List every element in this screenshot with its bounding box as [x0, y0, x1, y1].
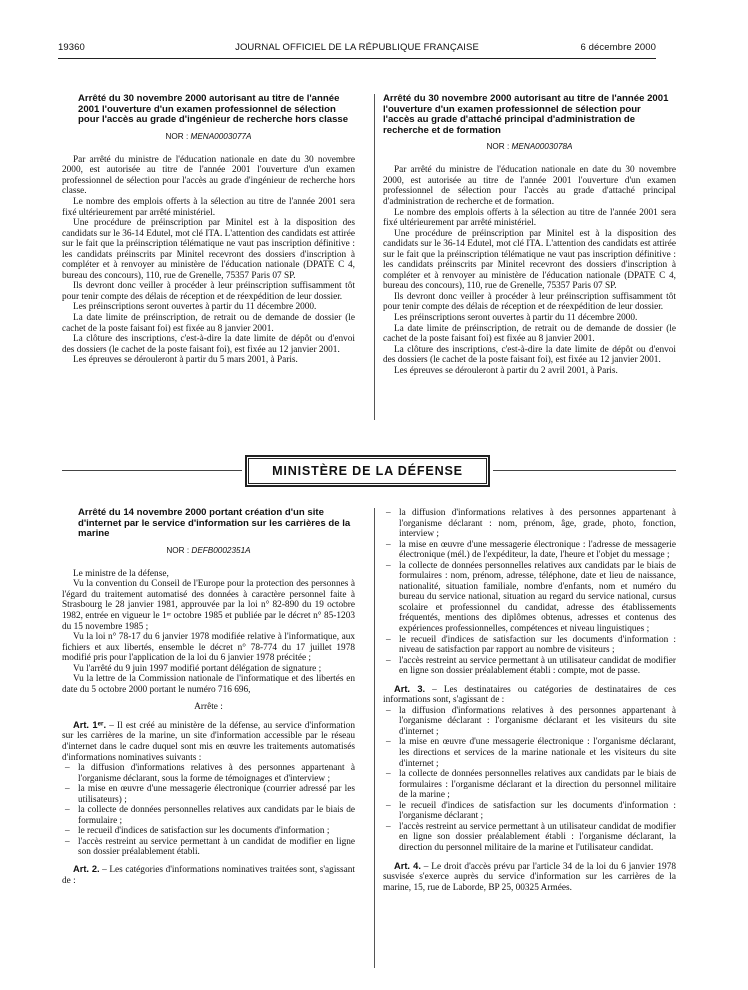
decree-marine-part-1 — [62, 508, 355, 886]
paragraph: Ils devront donc veiller à procéder à leur préinscription suffisamment tôt pour tenir compte des délais de réception et de réexpédition de leur dossier. — [62, 281, 355, 302]
nor-reference — [62, 546, 355, 555]
article-4 — [383, 861, 676, 894]
list-item: – la mise en œuvre d'une messagerie électronique (courrier adressé par les utilisateurs) ; — [62, 784, 355, 805]
list-item: – la diffusion d'informations relatives à des personnes appartenant à l'organisme déclarant, sous la forme de témoignages et d'interview ; — [62, 763, 355, 784]
paragraph: La clôture des inscriptions, c'est-à-dire la date limite de dépôt ou d'envoi des dossiers (le cachet de la poste faisant foi), est fixée au 12 janvier 2001. — [383, 344, 676, 366]
nor-code: MENA0003077A — [190, 131, 252, 141]
nor-code: DEFB0002351A — [191, 545, 251, 555]
preamble-paragraph: Vu la loi n° 78-17 du 6 janvier 1978 modifiée relative à l'informatique, aux fichiers et aux libertés, ensemble le décret n° 78-774 du 17 juillet 1978 modifié pris pour l'application de la loi du 6 janvier 1978 précitée ; — [62, 632, 355, 664]
paragraph: Les préinscriptions seront ouvertes à partir du 11 décembre 2000. — [394, 313, 638, 324]
paragraph: Les préinscriptions seront ouvertes à partir du 11 décembre 2000. — [73, 302, 317, 313]
list-item: – l'accès restreint au service permettant à un utilisateur candidat de modifier en ligne son dossier préalablement établi : compte, mot de passe. — [383, 656, 676, 677]
heading-rule-left — [62, 470, 242, 471]
list-item: – la mise en œuvre d'une messagerie électronique : l'adresse de messagerie électronique (mél.) de l'expéditeur, la date, l'heure et l'objet du message ; — [383, 540, 676, 561]
nor-reference — [383, 142, 676, 151]
article-3-text: – Les destinataires ou catégories de destinataires de ces informations sont, s'agissant de : — [383, 684, 676, 706]
list-item: – l'accès restreint au service permettant à un candidat de modifier en ligne son dossier préalablement établi. — [62, 837, 355, 858]
publication-date: 6 décembre 2000 — [580, 42, 656, 53]
list-item: – la diffusion d'informations relatives à des personnes appartenant à l'organisme déclarant : nom, prénom, âge, grade, photo, fonction, interview ; — [383, 508, 676, 540]
preamble-paragraph: Vu la convention du Conseil de l'Europe pour la protection des personnes à l'égard du traitement automatisé des données à caractère personnel faite à Strasbourg le 28 janvier 1981, approuvée par la loi n° 82-890 du 19 octobre 1982, entrée en vigueur le 1ᵉʳ octobre 1985 et publiée par le décret n° 85-1203 du 15 novembre 1985 ; — [62, 579, 355, 632]
ministry-heading-text: MINISTÈRE DE LA DÉFENSE — [272, 464, 463, 478]
list-item: – la collecte de données personnelles relatives aux candidats par le biais de formulaires : l'organisme déclarant et la direction du personnel militaire de la marine ; — [383, 769, 676, 801]
article-3 — [383, 684, 676, 706]
page-number: 19360 — [58, 42, 85, 53]
article-1 — [62, 720, 355, 763]
nor-label: NOR : — [166, 545, 192, 555]
running-header — [58, 42, 656, 56]
paragraph: La clôture des inscriptions, c'est-à-dire la date limite de dépôt ou d'envoi des dossiers (le cachet de la poste faisant foi), est fixée au 12 janvier 2001. — [62, 334, 355, 355]
ministry-heading — [248, 458, 487, 484]
article-2 — [62, 864, 355, 886]
decree-ingenieur — [62, 94, 355, 366]
column-divider — [374, 508, 375, 968]
paragraph: La date limite de préinscription, de retrait ou de demande de dossier (le cachet de la poste faisant foi) est fixée au 8 janvier 2001. — [62, 312, 355, 334]
article-2-label: Art. 2. — [73, 864, 100, 874]
list-item: – le recueil d'indices de satisfaction sur les documents d'information : l'organisme déclarant ; — [383, 801, 676, 822]
header-rule — [58, 58, 656, 59]
arrete-heading: Arrête : — [194, 702, 223, 713]
article-3-label: Art. 3. — [394, 683, 426, 694]
article-1-list — [62, 763, 355, 858]
decree-attache — [383, 94, 676, 376]
list-item: – la collecte de données personnelles relatives aux candidats par le biais de formulaires : nom, prénom, adresse, téléphone, date et lieu de naissance, nationalité, situation familiale, nombre d'enfants, nom et numéro du bureau du service national, situation au regard du service national, cursus scolaire et professionnel du candidat, adresse des établissements fréquentés, mentions des diplômes obtenus, adresses et contenus des expériences professionnelles, compétences et niveau linguistiques ; — [383, 561, 676, 635]
decree-marine-part-2 — [383, 508, 676, 893]
preamble-paragraph: Vu l'arrêté du 9 juin 1997 modifié portant délégation de signature ; — [73, 663, 322, 674]
journal-title: JOURNAL OFFICIEL DE LA RÉPUBLIQUE FRANÇAISE — [235, 42, 479, 53]
paragraph: Les épreuves se dérouleront à partir du 5 mars 2001, à Paris. — [73, 355, 298, 366]
article-1-label: Art. 1ᵉʳ. — [73, 719, 107, 730]
paragraph: Une procédure de préinscription par Minitel est à la disposition des candidats sur le 36-14 Edutel, mot clé ITA. L'attention des candidats est attirée sur le fait que la préinscription télématique ne vaut pas inscription définitive : les candidats préinscrits par Minitel recevront des dossiers d'inscription à compléter et à renvoyer au ministère de l'éducation nationale (DPATE C 4, bureau des concours), 110, rue de Grenelle, 75357 Paris 07 SP. — [62, 218, 355, 281]
article-3-list — [383, 706, 676, 854]
nor-label: NOR : — [165, 131, 191, 141]
article-1-text: – Il est créé au ministère de la défense, au service d'information sur les carrières de la marine, un site d'information accessible par le réseau d'internet dans le cadre duquel sont mis en œuvre les traitements automatisés d'informations nominatives suivants : — [62, 720, 356, 763]
nor-reference — [62, 132, 355, 141]
heading-rule-right — [493, 470, 676, 471]
list-item: – la diffusion d'informations relatives à des personnes appartenant à l'organisme déclarant : l'organisme déclarant et les visiteurs du site d'internet ; — [383, 706, 676, 738]
paragraph: Par arrêté du ministre de l'éducation nationale en date du 30 novembre 2000, est autorisée au titre de l'année 2001 l'ouverture d'un examen professionnel de sélection pour l'accès au grade d'ingénieur de recherche hors classe. — [62, 154, 355, 197]
decree-title: Arrêté du 30 novembre 2000 autorisant au titre de l'année 2001 l'ouverture d'un examen professionnel de sélection pour l'accès au grade d'ingénieur de recherche hors classe — [78, 93, 349, 126]
paragraph: Par arrêté du ministre de l'éducation nationale en date du 30 novembre 2000, est autorisée au titre de l'année 2001 l'ouverture d'un examen professionnel de sélection pour l'accès au grade d'attaché principal d'administration de recherche et de formation. — [383, 165, 676, 208]
paragraph: Les épreuves se dérouleront à partir du 2 avril 2001, à Paris. — [394, 365, 618, 376]
article-2-list — [383, 508, 676, 677]
list-item: – le recueil d'indices de satisfaction sur les documents d'information : niveau de satisfaction par rapport au nombre de visiteurs ; — [383, 635, 676, 656]
decree-title: Arrêté du 14 novembre 2000 portant création d'un site d'internet par le service d'information sur les carrières de la marine — [78, 507, 351, 540]
list-item: – l'accès restreint au service permettant à un utilisateur candidat de modifier en ligne son dossier préalablement établi : l'organisme déclarant, la direction du personnel militaire de la marine et l'utilisateur candidat. — [383, 822, 676, 854]
paragraph: Ils devront donc veiller à procéder à leur préinscription suffisamment tôt pour tenir compte des délais de réception et de réexpédition de leur dossier. — [383, 291, 676, 313]
article-4-label: Art. 4. — [394, 860, 421, 871]
preamble-paragraph: Le ministre de la défense, — [73, 568, 169, 579]
list-item: – le recueil d'indices de satisfaction sur les documents d'information ; — [62, 826, 355, 837]
list-item: – la collecte de données personnelles relatives aux candidats par le biais de formulaire ; — [62, 805, 355, 826]
list-item: – la mise en œuvre d'une messagerie électronique : l'organisme déclarant, les directions et services de la marine nationale et les visiteurs du site d'internet ; — [383, 737, 676, 769]
nor-label: NOR : — [486, 142, 512, 152]
preamble-paragraph: Vu la lettre de la Commission nationale de l'informatique et des libertés en date du 5 octobre 2000 portant le numéro 716 696, — [62, 674, 355, 695]
decree-title: Arrêté du 30 novembre 2000 autorisant au titre de l'année 2001 l'ouverture d'un examen professionnel de sélection pour l'accès au grade d'attaché principal d'administration de recherche et de formation — [383, 93, 669, 136]
nor-code: MENA0003078A — [511, 142, 573, 152]
article-4-text: – Le droit d'accès prévu par l'article 34 de la loi du 6 janvier 1978 susvisée s'exerce auprès du service d'information sur les carrières de la marine, 15, rue de Laborde, BP 25, 00325 Armées. — [383, 861, 676, 893]
paragraph: Le nombre des emplois offerts à la sélection au titre de l'année 2001 sera fixé ultérieurement par arrêté ministériel. — [383, 207, 676, 229]
column-divider — [374, 94, 375, 420]
article-2-text: – Les catégories d'informations nominatives traitées sont, s'agissant de : — [62, 865, 355, 886]
paragraph: Une procédure de préinscription par Minitel est à la disposition des candidats sur le 36-14 Edutel, mot clé ITA. L'attention des candidats est attirée sur le fait que la préinscription télématique ne vaut pas inscription définitive : les candidats préinscrits par Minitel recevront des dossiers d'inscription à compléter et à renvoyer au ministère de l'éducation nationale (DPATE C 4, bureau des concours), 110, rue de Grenelle, 75357 Paris 07 SP. — [383, 228, 676, 292]
paragraph: La date limite de préinscription, de retrait ou de demande de dossier (le cachet de la poste faisant foi) est fixée au 8 janvier 2001. — [383, 323, 676, 345]
paragraph: Le nombre des emplois offerts à la sélection au titre de l'année 2001 sera fixé ultérieurement par arrêté ministériel. — [62, 196, 355, 218]
